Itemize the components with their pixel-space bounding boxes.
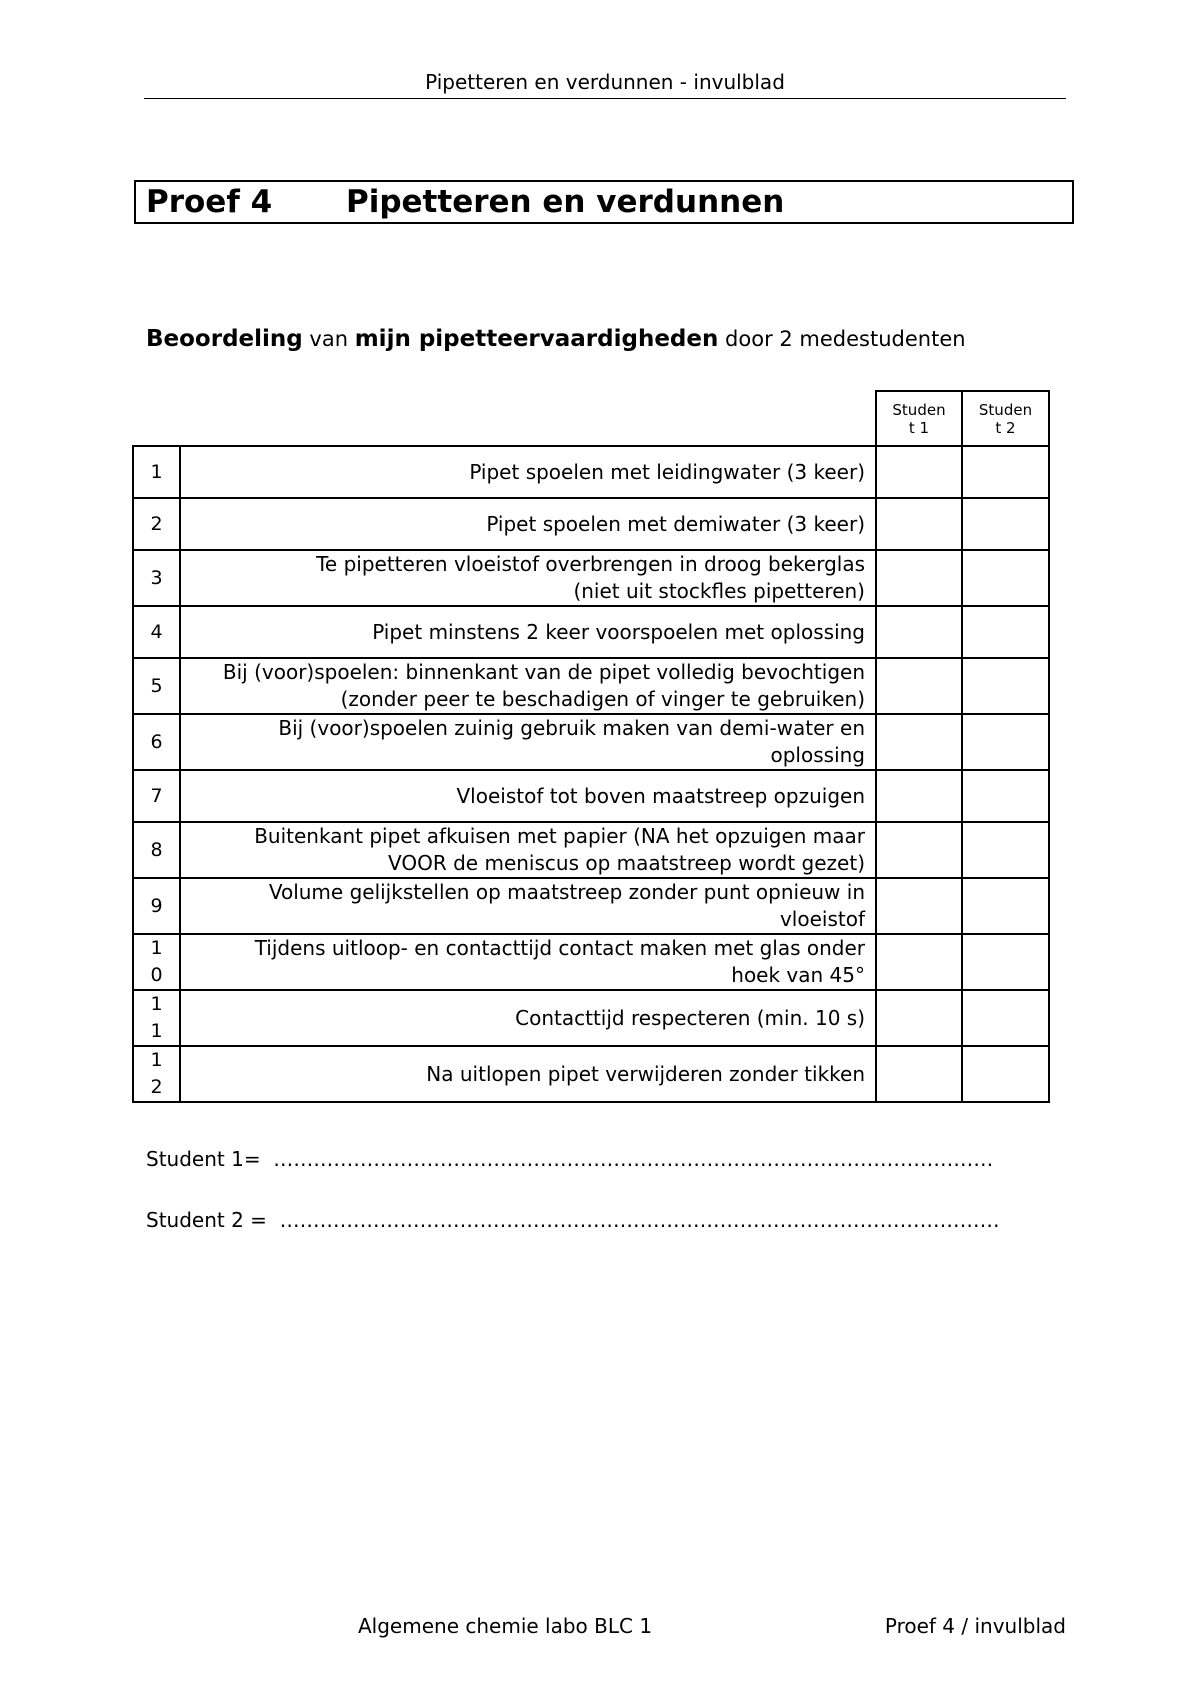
row-description [180,658,876,714]
student-1-check-cell[interactable] [876,1046,962,1102]
subtitle-text-1: van [302,327,355,351]
header-student-1-line-2: t 1 [908,418,930,437]
student-2-check-cell[interactable] [962,606,1049,658]
student-1-check-cell[interactable] [876,878,962,934]
row-description-line: hoek van 45° [731,963,865,987]
student-2-check-cell[interactable] [962,714,1049,770]
row-description [180,770,876,822]
student-1-check-cell[interactable] [876,498,962,550]
title-box [134,180,1074,224]
row-description-line: Na uitlopen pipet verwijderen zonder tikken [426,1061,865,1086]
row-description-line: (zonder peer te beschadigen of vinger te gebruiken) [340,687,865,711]
row-number-part: 1 [150,1049,163,1071]
row-description-line: oplossing [770,743,865,767]
row-description [180,714,876,770]
student-1-check-cell[interactable] [876,822,962,878]
row-number-part: 2 [150,1076,163,1098]
subtitle [146,326,966,352]
table-row [133,1046,1049,1102]
student-2-check-cell[interactable] [962,550,1049,606]
table-row [133,822,1049,878]
row-description-line: Bij (voor)spoelen: binnenkant van de pipet volledig bevochtigen [222,660,865,684]
student-2-check-cell[interactable] [962,498,1049,550]
row-description-line: VOOR de meniscus op maatstreep wordt gezet) [388,851,865,875]
student-1-check-cell[interactable] [876,658,962,714]
row-description-line: Pipet minstens 2 keer voorspoelen met oplossing [372,619,865,644]
row-description-line: Tijdens uitloop- en contacttijd contact maken met glas onder [254,936,865,960]
header-blank [133,391,180,446]
student-1-check-cell[interactable] [876,770,962,822]
row-number [133,878,180,934]
row-number [133,714,180,770]
row-number-part: 7 [150,784,163,807]
row-description [180,934,876,990]
row-number-part: 3 [150,566,163,589]
student-2-check-cell[interactable] [962,446,1049,498]
footer-right: Proef 4 / invulblad [884,1614,1066,1638]
row-number-part: 9 [150,894,163,917]
student-1-check-cell[interactable] [876,714,962,770]
header-student-2 [962,391,1049,446]
row-description-line: Contacttijd respecteren (min. 10 s) [515,1005,865,1030]
row-number [133,498,180,550]
student-2-dots: ……………………………………………………………………………………………… [279,1208,1000,1232]
row-number-part: 8 [150,838,163,861]
row-number [133,770,180,822]
row-number-part: 6 [150,730,163,753]
row-description [180,878,876,934]
row-description-line: Bij (voor)spoelen zuinig gebruik maken van demi-water en [278,716,865,740]
student-1-check-cell[interactable] [876,550,962,606]
signature-student-1 [146,1147,993,1171]
row-number-part: 0 [150,964,163,986]
row-number [133,550,180,606]
student-2-check-cell[interactable] [962,990,1049,1046]
row-description [180,990,876,1046]
row-number [133,934,180,990]
row-description [180,446,876,498]
row-description-line: Volume gelijkstellen op maatstreep zonder punt opnieuw in [268,880,865,904]
row-description-line: Buitenkant pipet afkuisen met papier (NA het opzuigen maar [254,824,865,848]
title-text: Pipetteren en verdunnen [346,184,785,220]
subtitle-bold-2: mijn pipetteervaardigheden [354,326,719,352]
row-description-line: Vloeistof tot boven maatstreep opzuigen [456,783,865,808]
table-row [133,606,1049,658]
student-2-check-cell[interactable] [962,934,1049,990]
row-description [180,550,876,606]
student-2-check-cell[interactable] [962,770,1049,822]
table-row [133,550,1049,606]
student-2-check-cell[interactable] [962,878,1049,934]
footer-center: Algemene chemie labo BLC 1 [358,1614,653,1638]
student-1-dots: ……………………………………………………………………………………………… [273,1147,994,1171]
row-description-line: Pipet spoelen met demiwater (3 keer) [486,511,865,536]
table-row [133,990,1049,1046]
row-number [133,822,180,878]
signature-student-2 [146,1208,1000,1232]
subtitle-text-2: door 2 medestudenten [718,327,966,351]
table-row [133,714,1049,770]
row-number-part: 5 [150,674,163,697]
table-header-row [133,391,1049,446]
table-row [133,934,1049,990]
header-student-2-line-2: t 2 [995,418,1016,437]
student-2-check-cell[interactable] [962,1046,1049,1102]
header-student-2-line-1: Studen [978,400,1033,419]
student-2-check-cell[interactable] [962,658,1049,714]
row-number-part: 4 [150,620,163,643]
student-1-check-cell[interactable] [876,446,962,498]
row-description [180,822,876,878]
header-student-1 [876,391,962,446]
row-number-part: 2 [150,512,163,535]
student-1-check-cell[interactable] [876,990,962,1046]
table-row [133,446,1049,498]
student-2-check-cell[interactable] [962,822,1049,878]
header-blank [180,391,876,446]
row-number [133,658,180,714]
row-number [133,446,180,498]
student-2-label: Student 2 = [146,1208,267,1232]
row-description [180,498,876,550]
table-row [133,658,1049,714]
row-description-line: Te pipetteren vloeistof overbrengen in droog bekerglas [316,552,865,576]
row-number-part: 1 [150,460,163,483]
row-description-line: vloeistof [779,907,865,931]
header-student-1-line-1: Studen [892,400,946,419]
row-number-part: 1 [150,993,163,1015]
row-number [133,990,180,1046]
row-number-part: 1 [150,937,163,959]
student-1-label: Student 1= [146,1147,261,1171]
row-number [133,1046,180,1102]
row-number [133,606,180,658]
row-description [180,606,876,658]
student-1-check-cell[interactable] [876,934,962,990]
row-number-part: 1 [150,1020,163,1042]
table-row [133,498,1049,550]
row-description [180,1046,876,1102]
title-number: Proef 4 [146,184,273,220]
row-description-line: Pipet spoelen met leidingwater (3 keer) [469,459,865,484]
subtitle-bold-1: Beoordeling [146,326,303,352]
row-description-line: (niet uit stockfles pipetteren) [573,579,865,603]
page-header: Pipetteren en verdunnen - invulblad [144,70,1066,99]
assessment-table [132,390,1050,1103]
student-1-check-cell[interactable] [876,606,962,658]
table-row [133,878,1049,934]
table-row [133,770,1049,822]
